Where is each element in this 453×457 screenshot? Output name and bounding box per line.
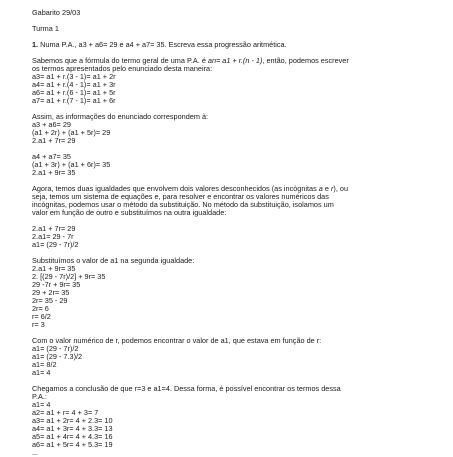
substitution-intro: Substituímos o valor de a1 na segunda igualdade: [32,256,195,265]
question-statement [32,41,445,49]
paragraph-line: valor em função de outro e substituímos na outra igualdade: [32,208,227,217]
system-paragraph [32,185,445,217]
term-line: a3= a1 + r.(3 - 1)= a1 + 2r [32,72,116,81]
equation-line: 2. [(29 - 7r)/2] + 9r= 35 [32,272,106,281]
equation-line: a1= 4 [32,368,51,377]
term-line: a4= a1 + r.(4 - 1)= a1 + 3r [32,80,116,89]
equation-line: 2.a1 + 9r= 35 [32,264,76,273]
equation-line: a1= (29 - 7.3)/2 [32,352,83,361]
general-term-formula: an= a1 + r.(n - 1) [207,56,263,65]
spacer [32,217,445,225]
term-line: a3= a1 + 2r= 4 + 2.3= 10 [32,416,113,425]
final-terms-list [32,401,445,457]
term-line: a1= 4 [32,400,51,409]
equation-block-1 [32,121,445,145]
equation-line: a1= (29 - 7r)/2 [32,240,79,249]
equation-line: 29 + 2r= 35 [32,288,70,297]
question-text: Numa P.A., a3 + a6= 29 e a4 + a7= 35. Escreva essa progressão aritmética. [40,40,287,49]
a1-intro: Com o valor numérico de r, podemos encontrar o valor de a1, que estava em função de r: [32,336,322,345]
paragraph-line: incógnitas, podemos usar o método da substituição. No método da substituição, isolamos um [32,200,334,209]
paragraph-text: e [322,184,331,193]
class-label: Turma 1 [32,24,59,33]
intro-text: Sabemos que a fórmula do termo geral de uma P.A. é [32,56,208,65]
terms-list [32,73,445,105]
conclusion-line-1: Chegamos a conclusão de que r=3 e a1=4. Dessa forma, é possível encontrar os termos dessa [32,384,341,393]
variable-r: r [330,184,334,193]
intro-text: , então, podemos escrever [262,56,349,65]
spacer [32,145,445,153]
term-line: a6= a1 + r.(6 - 1)= a1 + 5r [32,88,116,97]
term-line: a7= a1 + r.(7 - 1)= a1 + 6r [32,96,116,105]
a1-calculation-block [32,345,445,377]
equation-block-2 [32,153,445,177]
equation-line: a1= (29 - 7r)/2 [32,344,79,353]
substitution-block [32,265,445,329]
spacer [32,17,445,25]
term-line: a2= a1 + r= 4 + 3= 7 [32,408,99,417]
term-line: a5= a1 + 4r= 4 + 4.3= 16 [32,432,113,441]
info-intro: Assim, as informações do enunciado correspondem à: [32,112,209,121]
question-number: 1. [32,40,39,49]
equation-line: 2.a1 + 7r= 29 [32,224,76,233]
equation-line: 29 -7r + 9r= 35 [32,280,81,289]
equation-line: 2r= 6 [32,304,49,313]
equation-line: 2.a1= 29 - 7r [32,232,74,241]
equation-line: r= 6/2 [32,312,51,321]
equation-line: r= 3 [32,320,45,329]
equation-line: 2.a1 + 9r= 35 [32,168,76,177]
equation-line: (a1 + 3r) + (a1 + 6r)= 35 [32,160,111,169]
isolate-block [32,225,445,249]
paragraph-text: ), ou [333,184,349,193]
equation-line: a3 + a6= 29 [32,120,71,129]
equation-line: 2r= 35 - 29 [32,296,68,305]
term-line: a6= a1 + 5r= 4 + 5.3= 19 [32,440,113,449]
equation-line: a1= 8/2 [32,360,57,369]
document-title: Gabarito 29/03 [32,8,81,17]
term-line: ... [32,448,39,457]
paragraph-line: seja, temos um sistema de equações e, para resolver e encontrar os valores numéricos das [32,192,329,201]
equation-line: 2.a1 + 7r= 29 [32,136,76,145]
variable-a: a [318,184,323,193]
equation-line: a4 + a7= 35 [32,152,71,161]
paragraph-text: Agora, temos duas igualdades que envolvem dois valores desconhecidos (as incógnitas [32,184,319,193]
conclusion-line-2: P.A.: [32,392,47,401]
equation-line: (a1 + 2r) + (a1 + 5r)= 29 [32,128,111,137]
intro-line-2: os termos apresentados pelo enunciado desta maneira: [32,64,213,73]
term-line: a4= a1 + 3r= 4 + 3.3= 13 [32,424,113,433]
